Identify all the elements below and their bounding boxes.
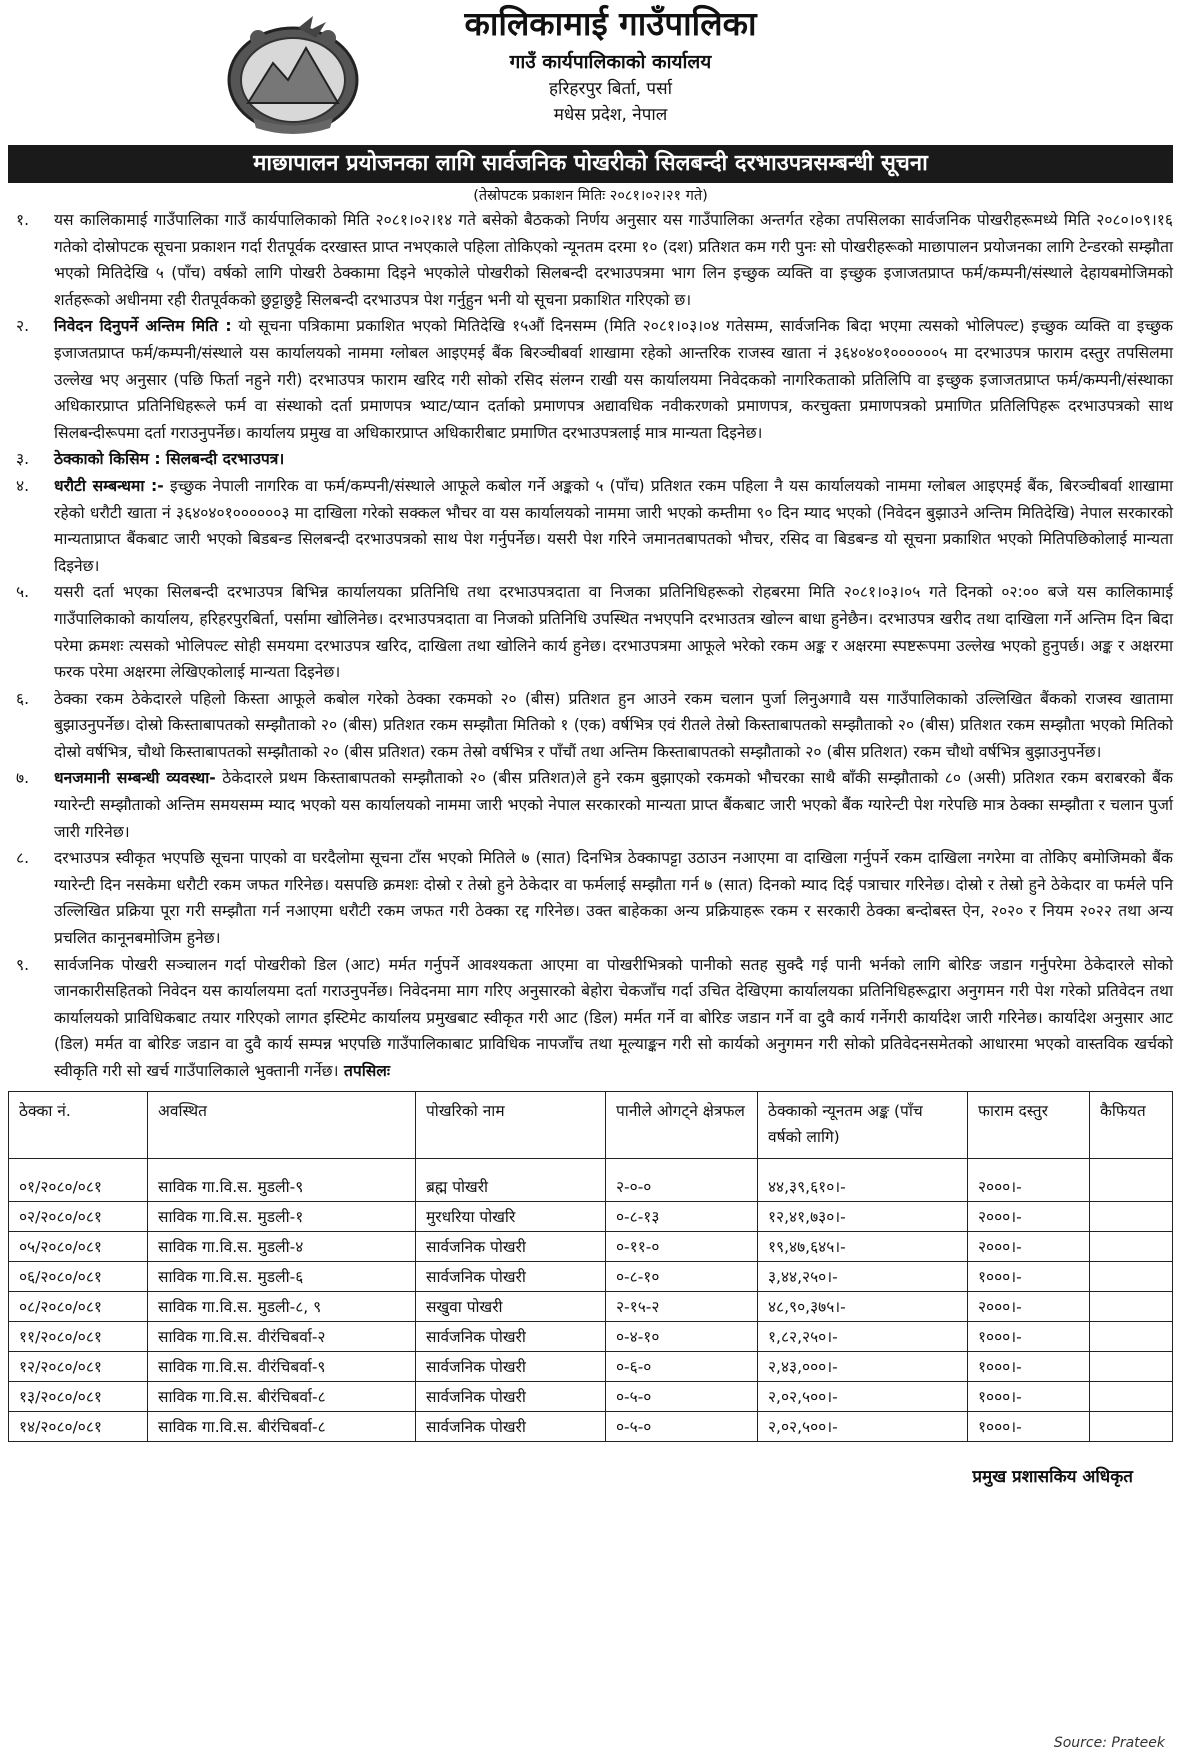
paragraph-heading: निवेदन दिनुपर्ने अन्तिम मिति : bbox=[54, 317, 232, 336]
cell-fee: १०००।- bbox=[968, 1351, 1090, 1381]
cell-contract-no: १३/२०८०/०८१ bbox=[9, 1381, 148, 1411]
pond-schedule-table bbox=[8, 1091, 1173, 1442]
cell-location: साविक गा.वि.स. मुडली-६ bbox=[148, 1261, 416, 1291]
cell-area: ०-५-० bbox=[606, 1381, 758, 1411]
cell-fee: २०००।- bbox=[968, 1158, 1090, 1201]
paragraph-number: २. bbox=[16, 317, 30, 336]
cell-contract-no: १२/२०८०/०८१ bbox=[9, 1351, 148, 1381]
header-water-area: पानीले ओगट्ने क्षेत्रफल bbox=[606, 1091, 758, 1158]
paragraph-6 bbox=[8, 686, 1173, 766]
cell-remarks bbox=[1090, 1291, 1173, 1321]
cell-pond-name: सखुवा पोखरी bbox=[416, 1291, 606, 1321]
table-row bbox=[9, 1158, 1173, 1201]
header-contract-no: ठेक्का नं. bbox=[9, 1091, 148, 1158]
publication-date: (तेस्रोपटक प्रकाशन मितिः २०८१।०२।२१ गते) bbox=[473, 188, 708, 204]
paragraph-7 bbox=[8, 765, 1173, 845]
cell-remarks bbox=[1090, 1321, 1173, 1351]
cell-pond-name: सार्वजनिक पोखरी bbox=[416, 1381, 606, 1411]
cell-contract-no: ०८/२०८०/०८१ bbox=[9, 1291, 148, 1321]
paragraph-text: दरभाउपत्र स्वीकृत भएपछि सूचना पाएको वा घरदैलोमा सूचना टाँस भएको मितिले ७ (सात) दिनभित्र ठेक्कापट्टा उठाउन नआएमा वा दाखिला गर्नुपर्ने रकम दाखिला नगरेमा वा तोकिए बमोजिमको बैंक ग्यारेन्टी दिन नसकेमा धरौटी रकम जफत गरिनेछ। यसपछि क्रमशः दोस्रो र तेस्रो हुने ठेकेदार वा फर्मलाई सम्झौता गर्न ७ (सात) दिनको म्याद दिई पत्राचार गरिनेछ। दोस्रो र तेस्रो हुने ठेकेदार वा फर्मले पनि उल्लिखित प्रक्रिया पूरा गरी सम्झौता गर्न नआएमा धरौटी रकम जफत गरी ठेक्का रद्द गरिनेछ। उक्त बाहेकका अन्य प्रक्रियाहरू रकम र सरकारी ठेक्का बन्दोबस्त ऐन, २०२० र नियम २०२२ तथा अन्य प्रचलित कानूनबमोजिम हुनेछ। bbox=[54, 849, 1173, 948]
cell-amount: १९,४७,६४५।- bbox=[758, 1231, 968, 1261]
header-remarks: कैफियत bbox=[1090, 1091, 1173, 1158]
table-row bbox=[9, 1321, 1173, 1351]
cell-location: साविक गा.वि.स. वीरंचिबर्वा-२ bbox=[148, 1321, 416, 1351]
cell-fee: २०००।- bbox=[968, 1231, 1090, 1261]
paragraph-heading: धनजमानी सम्बन्धी व्यवस्था- bbox=[54, 769, 216, 788]
cell-pond-name: ब्रह्म पोखरी bbox=[416, 1158, 606, 1201]
cell-pond-name: सार्वजनिक पोखरी bbox=[416, 1231, 606, 1261]
source-credit: Source: Prateek bbox=[1053, 1735, 1165, 1751]
cell-location: साविक गा.वि.स. बीरंचिबर्वा-८ bbox=[148, 1411, 416, 1441]
cell-location: साविक गा.वि.स. वीरंचिबर्वा-९ bbox=[148, 1351, 416, 1381]
cell-contract-no: ११/२०८०/०८१ bbox=[9, 1321, 148, 1351]
cell-area: ०-८-१० bbox=[606, 1261, 758, 1291]
cell-remarks bbox=[1090, 1231, 1173, 1261]
paragraph-number: ७. bbox=[16, 769, 30, 788]
paragraph-number: ३. bbox=[16, 450, 30, 469]
header-location: अवस्थित bbox=[148, 1091, 416, 1158]
header-form-fee: फाराम दस्तुर bbox=[968, 1091, 1090, 1158]
cell-area: ०-४-१० bbox=[606, 1321, 758, 1351]
cell-remarks bbox=[1090, 1351, 1173, 1381]
cell-contract-no: ०१/२०८०/०८१ bbox=[9, 1158, 148, 1201]
cell-area: ०-६-० bbox=[606, 1351, 758, 1381]
cell-location: साविक गा.वि.स. मुडली-९ bbox=[148, 1158, 416, 1201]
schedule-label: तपसिलः bbox=[338, 1062, 391, 1080]
paragraph-number: ९. bbox=[16, 955, 30, 974]
paragraph-text: इच्छुक नेपाली नागरिक वा फर्म/कम्पनी/संस्थाले आफूले कबोल गर्ने अङ्कको ५ (पाँच) प्रतिशत रकम पहिला नै यस कार्यालयको नाममा ग्लोबल आइएमई बैंक, बिरञ्चीबर्वा शाखामा रहेको धरौटी खाता नं ३६४०४०१००००००३ मा दाखिला गरेको सक्कल भौचर वा यस कार्यालयको नाममा जारी भएको कम्तीमा ९० दिन म्याद भएको (निवेदन बुझाउने अन्तिम मितिदेखि) नेपाल सरकारको मान्यताप्राप्त बैंकबाट जारी भएको बिडबन्ड सिलबन्दी दरभाउपत्रको साथ पेश गर्नुपर्नेछ। यसरी पेश गरिने जमानतबापतको भौचर, रसिद वा बिडबन्ड यो सूचना प्रकाशित भएको मितिपछिकोलाई मान्यता दिइनेछ। bbox=[54, 476, 1173, 575]
paragraph-2 bbox=[8, 313, 1173, 446]
table-row bbox=[9, 1351, 1173, 1381]
paragraph-4 bbox=[8, 473, 1173, 579]
paragraph-number: १. bbox=[16, 211, 30, 229]
cell-remarks bbox=[1090, 1158, 1173, 1201]
cell-contract-no: १४/२०८०/०८१ bbox=[9, 1411, 148, 1441]
cell-remarks bbox=[1090, 1381, 1173, 1411]
cell-amount: २,०२,५००।- bbox=[758, 1381, 968, 1411]
cell-amount: ४८,९०,३७५।- bbox=[758, 1291, 968, 1321]
address-line-2: मधेस प्रदेश, नेपाल bbox=[553, 105, 668, 125]
cell-area: ०-८-१३ bbox=[606, 1201, 758, 1231]
paragraph-number: ८. bbox=[16, 849, 30, 868]
paragraph-text: ठेक्का रकम ठेकेदारले पहिलो किस्ता आफूले कबोल गरेको ठेक्का रकमको २० (बीस) प्रतिशत हुन आउने रकम चलान पुर्जा लिनुअगावै यस गाउँपालिकाको उल्लिखित बैंकको राजस्व खातामा बुझाउनुपर्नेछ। दोस्रो किस्ताबापतको सम्झौताको २० (बीस) प्रतिशत रकम सम्झौता मितिको १ (एक) वर्षभित्र एवं रीतले तेस्रो किस्ताबापतको सम्झौताको २० (बीस) प्रतिशत रकम सम्झौता भएको मितिको दोस्रो वर्षभित्र, चौथो किस्ताबापतको सम्झौताको २० (बीस प्रतिशत) रकम तेस्रो वर्षभित्र र पाँचौं तथा अन्तिम किस्ताबापतको सम्झौताको २० (बीस प्रतिशत) रकम चौथो वर्षभित्र बुझाउनुपर्नेछ। bbox=[54, 689, 1173, 761]
paragraph-5 bbox=[8, 579, 1173, 685]
cell-contract-no: ०५/२०८०/०८१ bbox=[9, 1231, 148, 1261]
cell-fee: १०००।- bbox=[968, 1321, 1090, 1351]
paragraph-heading: धरौटी सम्बन्धमा :- bbox=[54, 476, 164, 495]
paragraph-list bbox=[8, 207, 1173, 1085]
letterhead bbox=[8, 0, 1173, 145]
paragraph-text: सार्वजनिक पोखरी सञ्चालन गर्दा पोखरीको डिल (आट) मर्मत गर्नुपर्ने आवश्यकता आएमा वा पोखरीभित्रको पानीको सतह सुक्दै गई पानी भर्नको लागि बोरिङ जडान गर्नुपरेमा ठेकेदारले सोको जानकारीसहितको निवेदन यस कार्यालयमा दर्ता गराउनुपर्नेछ। निवेदनमा माग गरिए अनुसारको बेहोरा चेकजाँच गर्दा उचित देखिएमा कार्यालयका प्रतिनिधिहरूद्वारा अनुगमन गरी पेश गरेको प्रतिवेदन तथा कार्यालयको प्राविधिकबाट तयार गरिएको लागत इस्टिमेट कार्यालय प्रमुखबाट स्वीकृत गरी आट (डिल) मर्मत गर्ने वा बोरिङ जडान गर्ने वा दुवै कार्य गर्नेगरी कार्यादेश जारी गरिनेछ। कार्यादेश अनुसार आट (डिल) मर्मत वा बोरिङ जडान वा दुवै कार्य सम्पन्न भएपछि गाउँपालिकाबाट प्राविधिक नापजाँच तथा मूल्याङ्कन गरी सो कार्यको अनुगमन गरी सोको प्रतिवेदनसमेतको आधारमा भएको वास्तविक खर्चको स्वीकृति गरी सो खर्च गाउँपालिकाले भुक्तानी गर्नेछ। bbox=[54, 955, 1173, 1080]
notice-title: माछापालन प्रयोजनका लागि सार्वजनिक पोखरीको सिलबन्दी दरभाउपत्रसम्बन्धी सूचना bbox=[8, 145, 1173, 183]
paragraph-text: यो सूचना पत्रिकामा प्रकाशित भएको मितिदेखि १५औं दिनसम्म (मिति २०८१।०३।०४ गतेसम्म, सार्वजनिक बिदा भएमा त्यसको भोलिपल्ट) इच्छुक व्यक्ति वा इच्छुक इजाजतप्राप्त फर्म/कम्पनी/संस्थाले यस कार्यालयको नाममा ग्लोबल आइएमई बैंक बिरञ्चीबर्वा शाखामा रहेको आन्तरिक राजस्व खाता नं ३६४०४०१००००००५ मा दरभाउपत्र फाराम दस्तुर तपसिलमा उल्लेख भए अनुसार (पछि फिर्ता नहुने गरी) दरभाउपत्र फाराम खरिद गरी सोको रसिद संलग्न राखी यस कार्यालयमा निवेदकको नागरिकताको प्रतिलिपि वा इच्छुक इजाजतप्राप्त फर्म/कम्पनी/संस्थाका अधिकारप्राप्त प्रतिनिधिहरूले फर्म वा संस्थाको दर्ता प्रमाणपत्र भ्याट/प्यान दर्ताको प्रमाणपत्र अद्यावधिक नवीकरणको प्रमाणपत्र, करचुक्ता प्रमाणपत्रको प्रमाणित प्रतिलिपिहरू दरभाउपत्रको साथ सिलबन्दीरूपमा दर्ता गराउनुपर्नेछ। कार्यालय प्रमुख वा अधिकारप्राप्त अधिकारीबाट प्रमाणित दरभाउपत्रलाई मात्र मान्यता दिइनेछ। bbox=[54, 317, 1173, 442]
table-row bbox=[9, 1411, 1173, 1441]
cell-amount: ३,४४,२५०।- bbox=[758, 1261, 968, 1291]
table-row bbox=[9, 1201, 1173, 1231]
cell-area: २-०-० bbox=[606, 1158, 758, 1201]
cell-amount: १२,४१,७३०।- bbox=[758, 1201, 968, 1231]
header-minimum-amount: ठेक्काको न्यूनतम अङ्क (पाँच वर्षको लागि) bbox=[758, 1091, 968, 1158]
cell-fee: १०००।- bbox=[968, 1411, 1090, 1441]
cell-remarks bbox=[1090, 1201, 1173, 1231]
cell-remarks bbox=[1090, 1411, 1173, 1441]
cell-location: साविक गा.वि.स. मुडली-४ bbox=[148, 1231, 416, 1261]
org-name: कालिकामाई गाउँपालिका bbox=[464, 4, 757, 43]
cell-location: साविक गा.वि.स. मुडली-१ bbox=[148, 1201, 416, 1231]
cell-fee: १०००।- bbox=[968, 1261, 1090, 1291]
cell-remarks bbox=[1090, 1261, 1173, 1291]
signatory-title: प्रमुख प्रशासकिय अधिकृत bbox=[972, 1466, 1133, 1487]
cell-pond-name: मुरधरिया पोखरि bbox=[416, 1201, 606, 1231]
cell-contract-no: ०६/२०८०/०८१ bbox=[9, 1261, 148, 1291]
cell-location: साविक गा.वि.स. मुडली-८, ९ bbox=[148, 1291, 416, 1321]
cell-area: ०-११-० bbox=[606, 1231, 758, 1261]
paragraph-number: ४. bbox=[16, 476, 30, 495]
cell-amount: ४४,३९,६१०।- bbox=[758, 1158, 968, 1201]
cell-amount: २,४३,०००।- bbox=[758, 1351, 968, 1381]
cell-pond-name: सार्वजनिक पोखरी bbox=[416, 1351, 606, 1381]
paragraph-number: ५. bbox=[16, 583, 30, 602]
paragraph-text: ठेकेदारले प्रथम किस्ताबापतको सम्झौताको २० (बीस प्रतिशत)ले हुने रकम बुझाएको रकमको भौचरका साथै बाँकी सम्झौताको ८० (असी) प्रतिशत रकम बराबरको बैंक ग्यारेन्टी सम्झौताको अन्तिम समयसम्म म्याद भएको यस कार्यालयको नाममा जारी भएको नेपाल सरकारको मान्यता प्राप्त बैंकबाट जारी भएको बैंक ग्यारेन्टी पेश गरेपछि मात्र ठेक्का सम्झौता र चलान पुर्जा जारी गरिनेछ। bbox=[54, 769, 1173, 841]
paragraph-3 bbox=[8, 446, 1173, 473]
paragraph-9 bbox=[8, 952, 1173, 1085]
table-row bbox=[9, 1261, 1173, 1291]
paragraph-number: ६. bbox=[16, 689, 30, 708]
cell-amount: २,०२,५००।- bbox=[758, 1411, 968, 1441]
table-row bbox=[9, 1231, 1173, 1261]
paragraph-1 bbox=[8, 207, 1173, 313]
cell-fee: २०००।- bbox=[968, 1201, 1090, 1231]
cell-amount: १,८२,२५०।- bbox=[758, 1321, 968, 1351]
paragraph-8 bbox=[8, 845, 1173, 951]
table-row bbox=[9, 1291, 1173, 1321]
cell-location: साविक गा.वि.स. बीरंचिबर्वा-८ bbox=[148, 1381, 416, 1411]
cell-area: ०-५-० bbox=[606, 1411, 758, 1441]
cell-fee: २०००।- bbox=[968, 1291, 1090, 1321]
cell-contract-no: ०२/२०८०/०८१ bbox=[9, 1201, 148, 1231]
cell-pond-name: सार्वजनिक पोखरी bbox=[416, 1261, 606, 1291]
paragraph-heading: ठेक्काको किसिम : सिलबन्दी दरभाउपत्र। bbox=[54, 450, 285, 469]
header-pond-name: पोखरिको नाम bbox=[416, 1091, 606, 1158]
address-line-1: हरिहरपुर बिर्ता, पर्सा bbox=[549, 79, 672, 99]
cell-area: २-१५-२ bbox=[606, 1291, 758, 1321]
cell-pond-name: सार्वजनिक पोखरी bbox=[416, 1321, 606, 1351]
table-header-row bbox=[9, 1091, 1173, 1158]
cell-fee: १०००।- bbox=[968, 1381, 1090, 1411]
paragraph-text: यस कालिकामाई गाउँपालिका गाउँ कार्यपालिकाको मिति २०८१।०२।१४ गते बसेको बैठकको निर्णय अनुसार यस गाउँपालिका अन्तर्गत रहेका तपसिलका सार्वजनिक पोखरीहरूमध्ये मिति २०८०।०९।१६ गतेको दोस्रोपटक सूचना प्रकाशन गर्दा रीतपूर्वक दरखास्त प्राप्त नभएकाले पहिला तोकिएको न्यूनतम दरमा १० (दश) प्रतिशत कम गरी पुनः सो पोखरीहरूको माछापालन प्रयोजनका लागि टेन्डरको सम्झौता भएको मितिदेखि ५ (पाँच) वर्षको लागि पोखरी ठेक्कामा दिइने भएकोले पोखरीको सिलबन्दी दरभाउपत्रमा भाग लिन इच्छुक व्यक्ति वा इच्छुक इजाजतप्राप्त फर्म/कम्पनी/संस्थाले देहायबमोजिमको शर्तहरूको अधीनमा रही रीतपूर्वकको छुट्टाछुट्टै सिलबन्दी दरभाउपत्र पेश गर्नुहुन भनी यो सूचना प्रकाशित गरिएको छ। bbox=[54, 211, 1173, 309]
cell-pond-name: सार्वजनिक पोखरी bbox=[416, 1411, 606, 1441]
paragraph-text: यसरी दर्ता भएका सिलबन्दी दरभाउपत्र बिभिन्न कार्यालयका प्रतिनिधि तथा दरभाउपत्रदाता वा निजका प्रतिनिधिहरूको रोहबरमा मिति २०८१।०३।०५ गते दिनको ०२:०० बजे यस कालिकामाई गाउँपालिकाको कार्यालय, हरिहरपुरबिर्ता, पर्सामा खोलिनेछ। दरभाउपत्रदाता वा निजको प्रतिनिधि उपस्थित नभएपनि दरभाउतत्र खोल्न बाधा हुनेछैन। दरभाउपत्र खरीद तथा दाखिला गर्ने अन्तिम दिन बिदा परेमा क्रमशः त्यसको भोलिपल्ट सोही समयमा दरभाउपत्र खरिद, दाखिला तथा खोलिने कार्य हुनेछ। दरभाउपत्रमा आफूले भरेको रकम अङ्क र अक्षरमा स्पष्टरूपमा उल्लेख भएको हुनुपर्छ। अङ्क र अक्षरमा फरक परेमा अक्षरमा लेखिएकोलाई मान्यता दिइनेछ। bbox=[54, 583, 1173, 682]
office-name: गाउँ कार्यपालिकाको कार्यालय bbox=[509, 51, 712, 73]
table-row bbox=[9, 1381, 1173, 1411]
